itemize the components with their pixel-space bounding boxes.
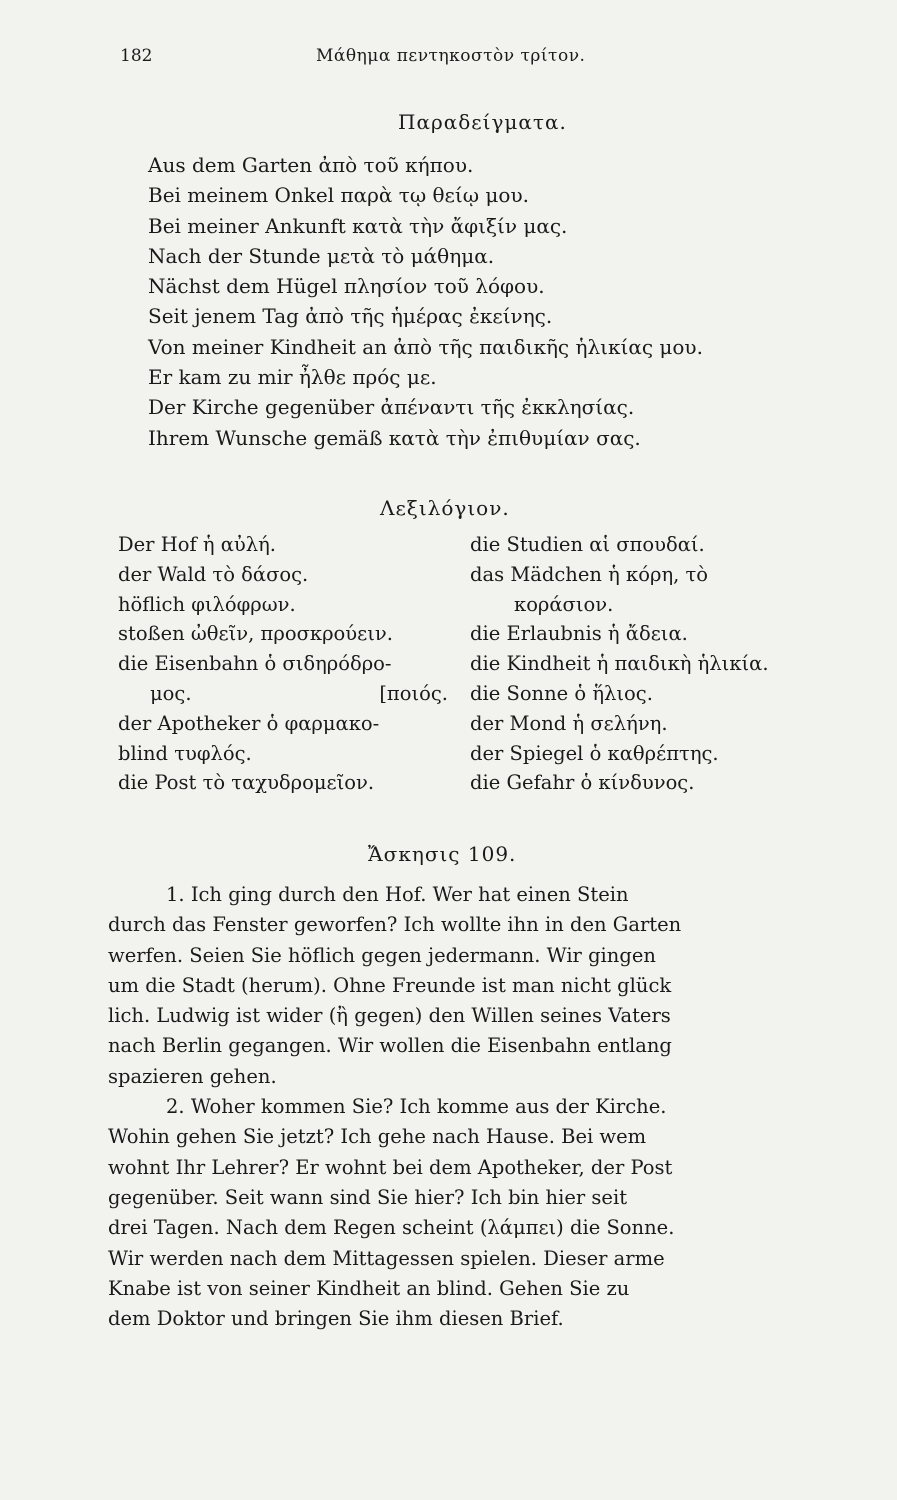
exercise-line-text: Ich ging durch den Hof. Wer hat einen Stein (190, 883, 629, 906)
vocab-entry: der Spiegel ὁ καθρέπτης. (470, 741, 719, 765)
exercise-body (108, 880, 798, 1334)
vocab-entry: höflich φιλόφρων. (118, 592, 296, 616)
exercise-paragraph-1 (108, 880, 798, 1092)
exercise-line: werfen. Seien Sie höflich gegen jedermann. Wir gingen (108, 943, 656, 967)
vocab-entry-bracket: [ποιός. (379, 681, 448, 705)
exercise-line: dem Doktor und bringen Sie ihm diesen Brief. (108, 1307, 564, 1331)
example-line: Bei meinem Onkel παρὰ τῳ θείῳ μου. (148, 183, 529, 208)
exercise-line: durch das Fenster geworfen? Ich wollte ihn in den Garten (108, 913, 682, 937)
page-number: 182 (120, 46, 153, 66)
vocab-entry: die Eisenbahn ὁ σιδηρόδρο- (118, 652, 392, 676)
running-title: Μάθημα πεντηκοστὸν τρίτον. (316, 46, 586, 66)
vocabulary-heading: Λεξιλόγιον. (380, 496, 510, 520)
vocab-entry: der Mond ἡ σελήνη. (470, 711, 668, 735)
exercise-line-text: Woher kommen Sie? Ich komme aus der Kirche. (190, 1095, 667, 1119)
page-header (108, 46, 628, 76)
examples-list (148, 150, 828, 453)
example-line: Nach der Stunde μετὰ τὸ μάθημα. (148, 243, 495, 268)
vocab-entry: die Kindheit ἡ παιδικὴ ἡλικία. (470, 652, 769, 676)
exercise-line: spazieren gehen. (108, 1064, 277, 1088)
exercise-line (108, 880, 798, 910)
vocab-entry-continuation (118, 679, 448, 709)
exercise-heading: Ἄσκησις 109. (368, 842, 517, 866)
example-line: Der Kirche gegenüber ἀπέναντι τῆς ἐκκλησίας. (148, 395, 635, 420)
vocab-entry: das Mädchen ἡ κόρη, τὸ (470, 562, 709, 586)
example-line: Er kam zu mir ἦλθε πρός με. (148, 365, 437, 390)
exercise-line (108, 1092, 798, 1122)
vocab-entry: die Erlaubnis ἡ ἄδεια. (470, 622, 688, 646)
exercise-line: wohnt Ihr Lehrer? Er wohnt bei dem Apotheker, der Post (108, 1155, 673, 1179)
vocab-entry: die Studien αἱ σπουδαί. (470, 533, 705, 556)
vocab-entry: stoßen ὠθεῖν, προσκρούειν. (118, 622, 393, 646)
vocab-entry: der Wald τὸ δάσος. (118, 562, 309, 586)
example-line: Bei meiner Ankunft κατὰ τὴν ἄφιξίν μας. (148, 213, 568, 238)
example-line: Nächst dem Hügel πλησίον τοῦ λόφου. (148, 274, 545, 299)
exercise-line: Wohin gehen Sie jetzt? Ich gehe nach Hause. Bei wem (108, 1125, 647, 1149)
vocab-entry-continuation: κοράσιον. (514, 592, 614, 616)
vocabulary-right-column (470, 530, 800, 798)
exercise-line: Wir werden nach dem Mittagessen spielen. Dieser arme (108, 1246, 665, 1270)
exercise-line: gegenüber. Seit wann sind Sie hier? Ich bin hier seit (108, 1185, 628, 1209)
example-line: Von meiner Kindheit an ἀπὸ τῆς παιδικῆς ἡλικίας μου. (148, 334, 703, 359)
vocabulary-left-column (118, 530, 448, 798)
exercise-line: drei Tagen. Nach dem Regen scheint (λάμπει) die Sonne. (108, 1216, 675, 1240)
vocab-entry: der Apotheker ὁ φαρμακο- (118, 711, 380, 735)
vocab-entry-continuation-text: μος. (150, 681, 192, 705)
exercise-line: nach Berlin gegangen. Wir wollen die Eisenbahn entlang (108, 1034, 672, 1058)
exercise-line: lich. Ludwig ist wider (ἢ gegen) den Willen seines Vaters (108, 1004, 671, 1028)
vocab-entry: die Post τὸ ταχυδρομεῖον. (118, 771, 375, 795)
exercise-line: um die Stadt (herum). Ohne Freunde ist man nicht glück (108, 973, 672, 997)
paragraph-number: 2. (166, 1095, 185, 1119)
exercise-paragraph-2 (108, 1092, 798, 1334)
example-line: Seit jenem Tag ἀπὸ τῆς ἡμέρας ἐκείνης. (148, 304, 553, 329)
vocab-entry: die Gefahr ὁ κίνδυνος. (470, 771, 695, 795)
vocab-entry: Der Hof ἡ αὐλή. (118, 533, 276, 556)
exercise-line: Knabe ist von seiner Kindheit an blind. Gehen Sie zu (108, 1276, 630, 1300)
paragraph-number: 1. (166, 883, 185, 906)
vocab-entry: die Sonne ὁ ἥλιος. (470, 681, 653, 705)
examples-heading: Παραδείγματα. (398, 110, 567, 134)
vocab-entry: blind τυφλός. (118, 741, 252, 765)
example-line: Aus dem Garten ἀπὸ τοῦ κήπου. (148, 153, 474, 177)
example-line: Ihrem Wunsche gemäß κατὰ τὴν ἐπιθυμίαν σας. (148, 425, 641, 450)
